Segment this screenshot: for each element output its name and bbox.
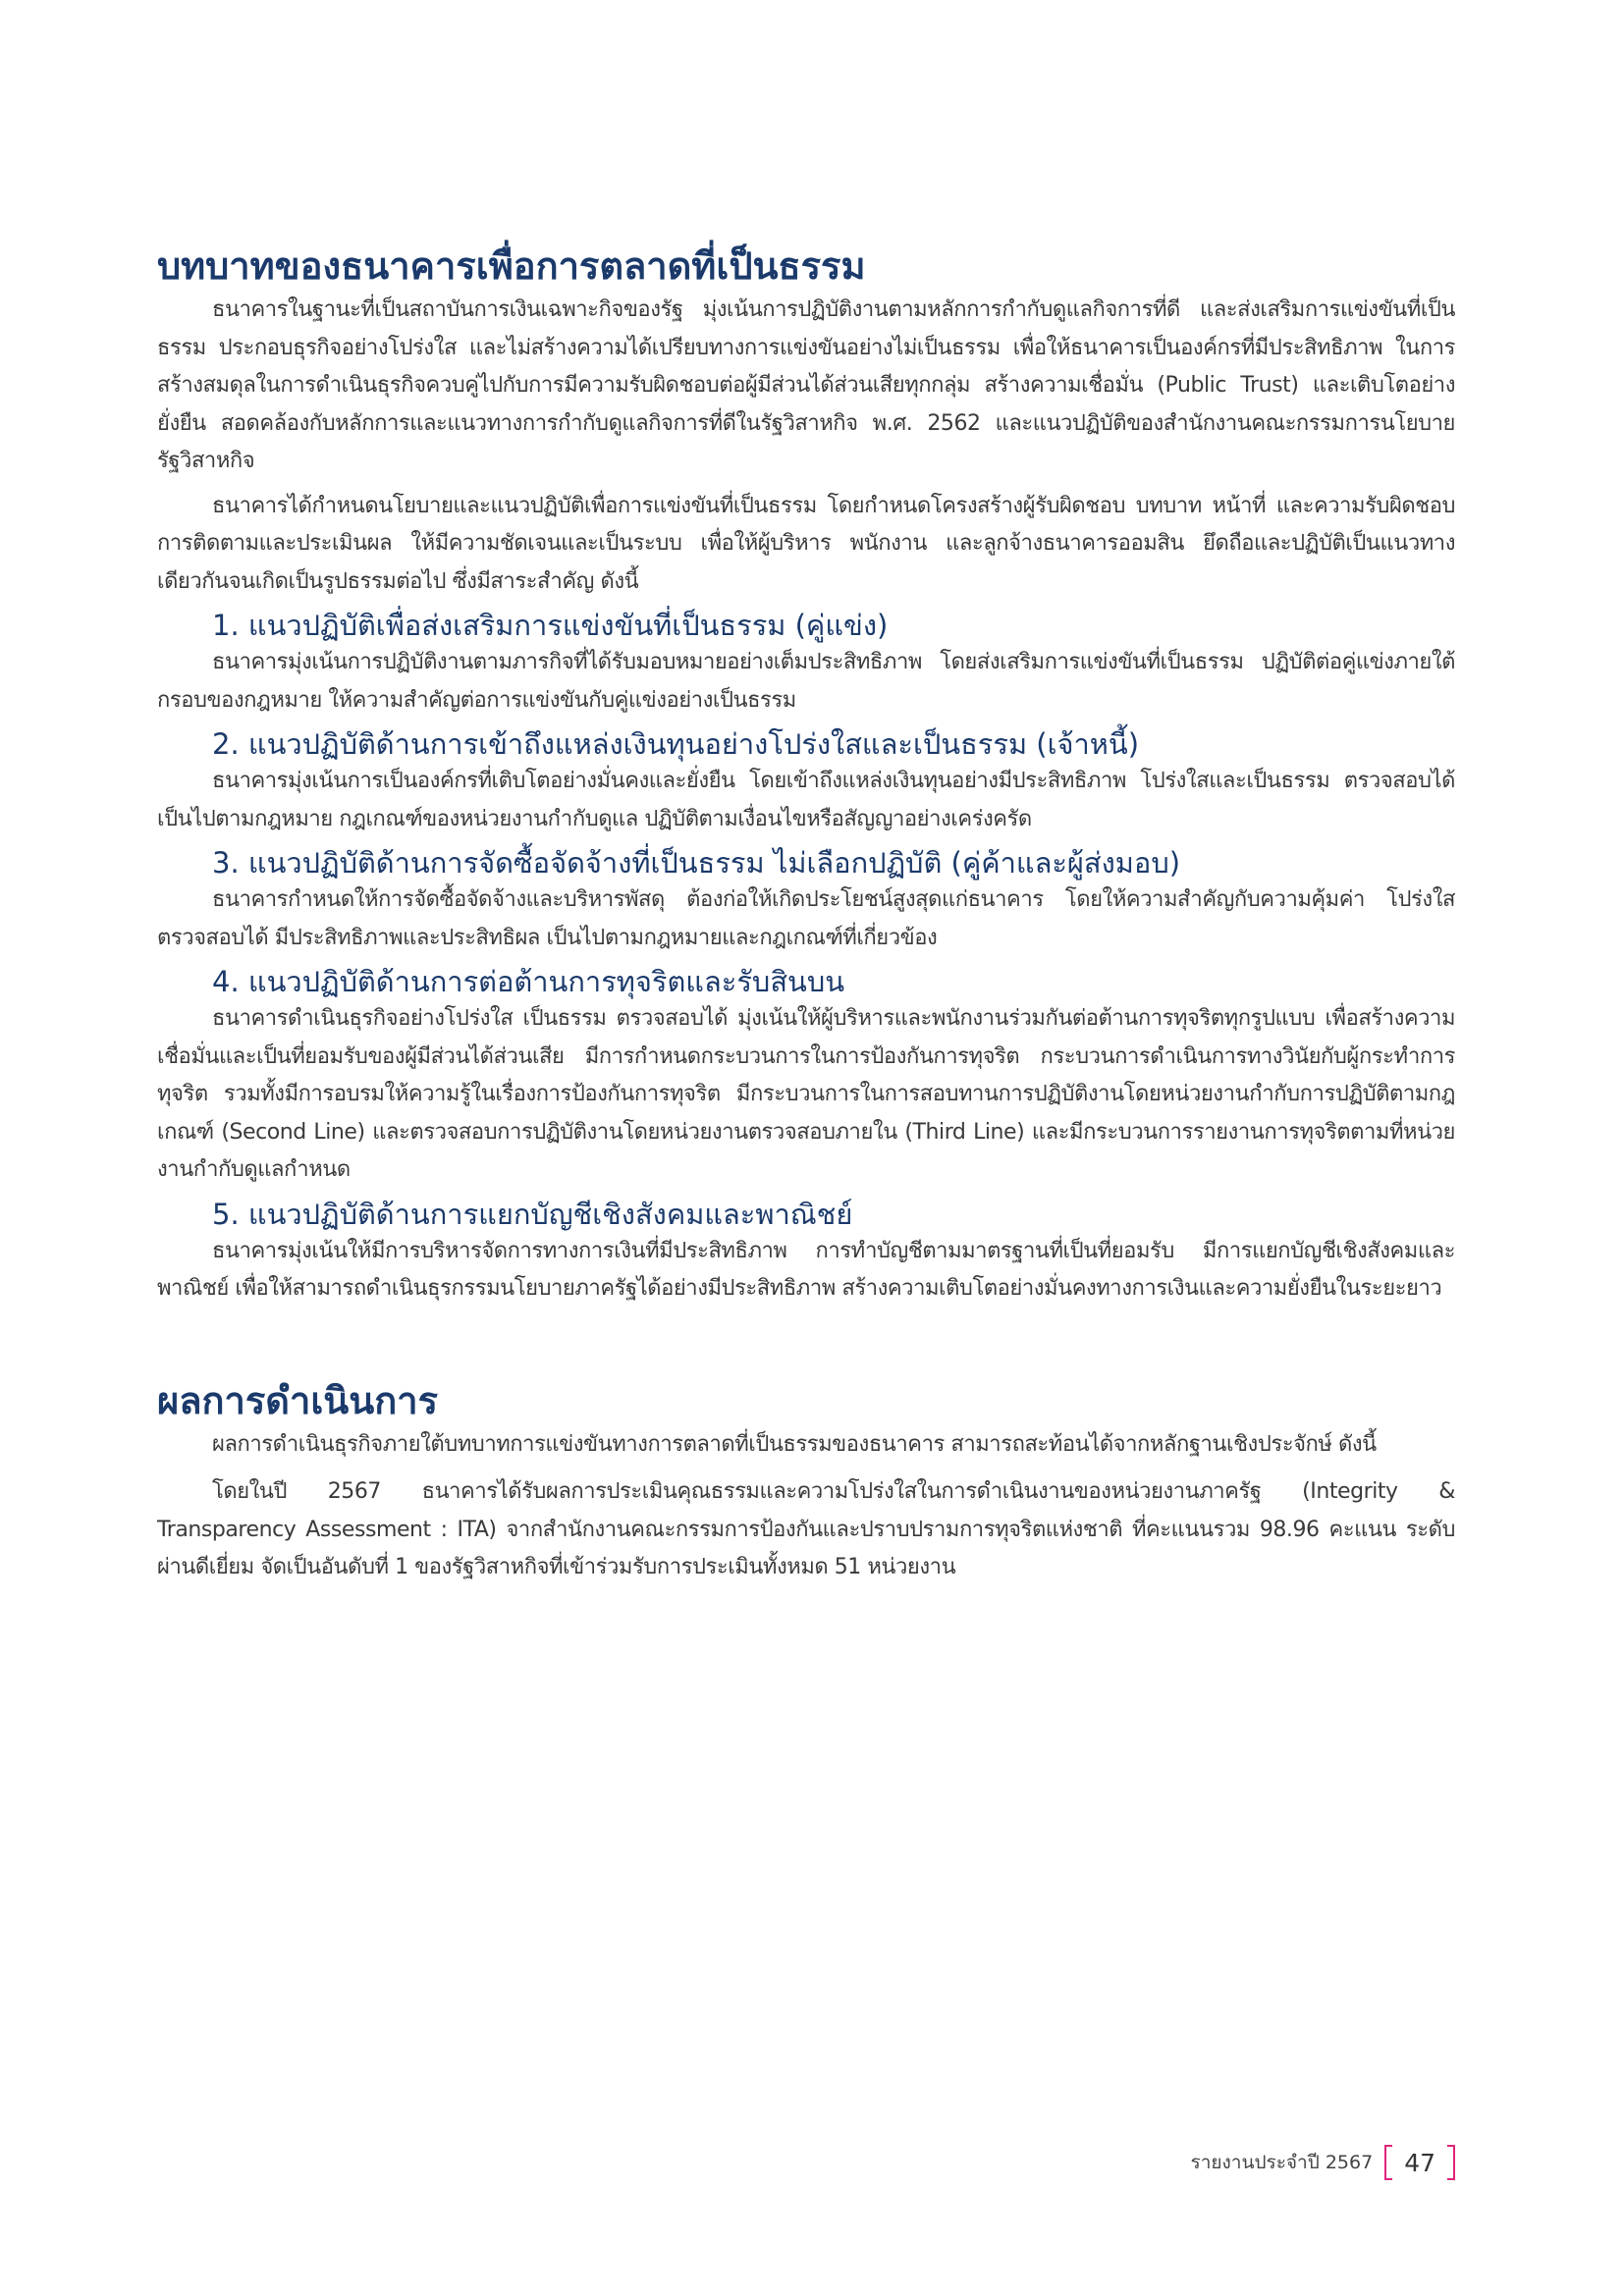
right-bracket: [1447, 2145, 1455, 2180]
left-bracket: [1384, 2145, 1392, 2180]
item-body-4: ธนาคารดำเนินธุรกิจอย่างโปร่งใส เป็นธรรม ตรวจสอบได้ มุ่งเน้นให้ผู้บริหารและพนักงานร่วมกันต่อต้านการทุจริตทุกรูปแบบ เพื่อสร้างความเชื่อมั่นและเป็นที่ยอมรับของผู้มีส่วนได้ส่วนเสีย มีการกำหนดกระบวนการในการป้องกันการทุจริต กระบวนการดำเนินการทางวินัยกับผู้กระทำการทุจริต รวมทั้งมีการอบรมให้ความรู้ในเรื่องการป้องกันการทุจริต มีกระบวนการในการสอบทานการปฏิบัติงานโดยหน่วยงานกำกับการปฏิบัติตามกฎเกณฑ์ (Second Line) และตรวจสอบการปฏิบัติงานโดยหน่วยงานตรวจสอบภายใน (Third Line) และมีกระบวนการรายงานการทุจริตตามที่หน่วยงานกำกับดูแลกำหนด: [157, 1006, 1455, 1182]
section-title-results: ผลการดำเนินการ: [157, 1378, 439, 1422]
item-heading-2: 2. แนวปฏิบัติด้านการเข้าถึงแหล่งเงินทุนอย่างโปร่งใสและเป็นธรรม (เจ้าหนี้): [212, 727, 1140, 761]
report-label: รายงานประจำปี 2567: [1190, 2152, 1374, 2173]
item-body-1: ธนาคารมุ่งเน้นการปฏิบัติงานตามภารกิจที่ได้รับมอบหมายอย่างเต็มประสิทธิภาพ โดยส่งเสริมการแข่งขันที่เป็นธรรม ปฏิบัติต่อคู่แข่งภายใต้กรอบของกฎหมาย ให้ความสำคัญต่อการแข่งขันกับคู่แข่งอย่างเป็นธรรม: [157, 650, 1455, 713]
item-heading-4: 4. แนวปฏิบัติด้านการต่อต้านการทุจริตและรับสินบน: [212, 965, 845, 998]
intro-paragraph-2: ธนาคารได้กำหนดนโยบายและแนวปฏิบัติเพื่อการแข่งขันที่เป็นธรรม โดยกำหนดโครงสร้างผู้รับผิดชอบ บทบาท หน้าที่ และความรับผิดชอบ การติดตามและประเมินผล ให้มีความชัดเจนและเป็นระบบ เพื่อให้ผู้บริหาร พนักงาน และลูกจ้างธนาคารออมสิน ยึดถือและปฏิบัติเป็นแนวทางเดียวกันจนเกิดเป็นรูปธรรมต่อไป ซึ่งมีสาระสำคัญ ดังนี้: [157, 493, 1455, 594]
results-paragraph-1: ผลการดำเนินธุรกิจภายใต้บทบาทการแข่งขันทางการตลาดที่เป็นธรรมของธนาคาร สามารถสะท้อนได้จากหลักฐานเชิงประจักษ์ ดังนี้: [212, 1431, 1377, 1457]
page-content: [157, 240, 1455, 1587]
section-title-fair-market: บทบาทของธนาคารเพื่อการตลาดที่เป็นธรรม: [157, 244, 866, 288]
item-heading-1: 1. แนวปฏิบัติเพื่อส่งเสริมการแข่งขันที่เป็นธรรม (คู่แข่ง): [212, 609, 889, 642]
page-footer: [1191, 2143, 1455, 2182]
intro-paragraph-1: ธนาคารในฐานะที่เป็นสถาบันการเงินเฉพาะกิจของรัฐ มุ่งเน้นการปฏิบัติงานตามหลักการกำกับดูแลกิจการที่ดี และส่งเสริมการแข่งขันที่เป็นธรรม ประกอบธุรกิจอย่างโปร่งใส และไม่สร้างความได้เปรียบทางการแข่งขันอย่างไม่เป็นธรรม เพื่อให้ธนาคารเป็นองค์กรที่มีประสิทธิภาพ ในการสร้างสมดุลในการดำเนินธุรกิจควบคู่ไปกับการมีความรับผิดชอบต่อผู้มีส่วนได้ส่วนเสียทุกกลุ่ม สร้างความเชื่อมั่น (Public Trust) และเติบโตอย่างยั่งยืน สอดคล้องกับหลักการและแนวทางการกำกับดูแลกิจการที่ดีในรัฐวิสาหกิจ พ.ศ. 2562 และแนวปฏิบัติของสำนักงานคณะกรรมการนโยบายรัฐวิสาหกิจ: [157, 297, 1455, 473]
item-body-2: ธนาคารมุ่งเน้นการเป็นองค์กรที่เติบโตอย่างมั่นคงและยั่งยืน โดยเข้าถึงแหล่งเงินทุนอย่างมีประสิทธิภาพ โปร่งใสและเป็นธรรม ตรวจสอบได้ เป็นไปตามกฎหมาย กฎเกณฑ์ของหน่วยงานกำกับดูแล ปฏิบัติตามเงื่อนไขหรือสัญญาอย่างเคร่งครัด: [157, 769, 1455, 831]
page-number: 47: [1404, 2148, 1435, 2177]
section-spacer: [157, 1308, 1455, 1375]
results-paragraph-2: โดยในปี 2567 ธนาคารได้รับผลการประเมินคุณธรรมและความโปร่งใสในการดำเนินงานของหน่วยงานภาครัฐ (Integrity & Transparency Assessment : ITA) จากสำนักงานคณะกรรมการป้องกันและปราบปรามการทุจริตแห่งชาติ ที่คะแนนรวม 98.96 คะแนน ระดับ ผ่านดีเยี่ยม จัดเป็นอันดับที่ 1 ของรัฐวิสาหกิจที่เข้าร่วมรับการประเมินทั้งหมด 51 หน่วยงาน: [157, 1479, 1455, 1579]
item-body-5: ธนาคารมุ่งเน้นให้มีการบริหารจัดการทางการเงินที่มีประสิทธิภาพ การทำบัญชีตามมาตรฐานที่เป็นที่ยอมรับ มีการแยกบัญชีเชิงสังคมและพาณิชย์ เพื่อให้สามารถดำเนินธุรกรรมนโยบายภาครัฐได้อย่างมีประสิทธิภาพ สร้างความเติบโตอย่างมั่นคงทางการเงินและความยั่งยืนในระยะยาว: [157, 1238, 1455, 1301]
item-body-3: ธนาคารกำหนดให้การจัดซื้อจัดจ้างและบริหารพัสดุ ต้องก่อให้เกิดประโยชน์สูงสุดแก่ธนาคาร โดยให้ความสำคัญกับความคุ้มค่า โปร่งใส ตรวจสอบได้ มีประสิทธิภาพและประสิทธิผล เป็นไปตามกฎหมายและกฎเกณฑ์ที่เกี่ยวข้อง: [157, 887, 1455, 950]
item-heading-5: 5. แนวปฏิบัติด้านการแยกบัญชีเชิงสังคมและพาณิชย์: [212, 1197, 853, 1231]
item-heading-3: 3. แนวปฏิบัติด้านการจัดซื้อจัดจ้างที่เป็นธรรม ไม่เลือกปฏิบัติ (คู่ค้าและผู้ส่งมอบ): [212, 846, 1181, 880]
